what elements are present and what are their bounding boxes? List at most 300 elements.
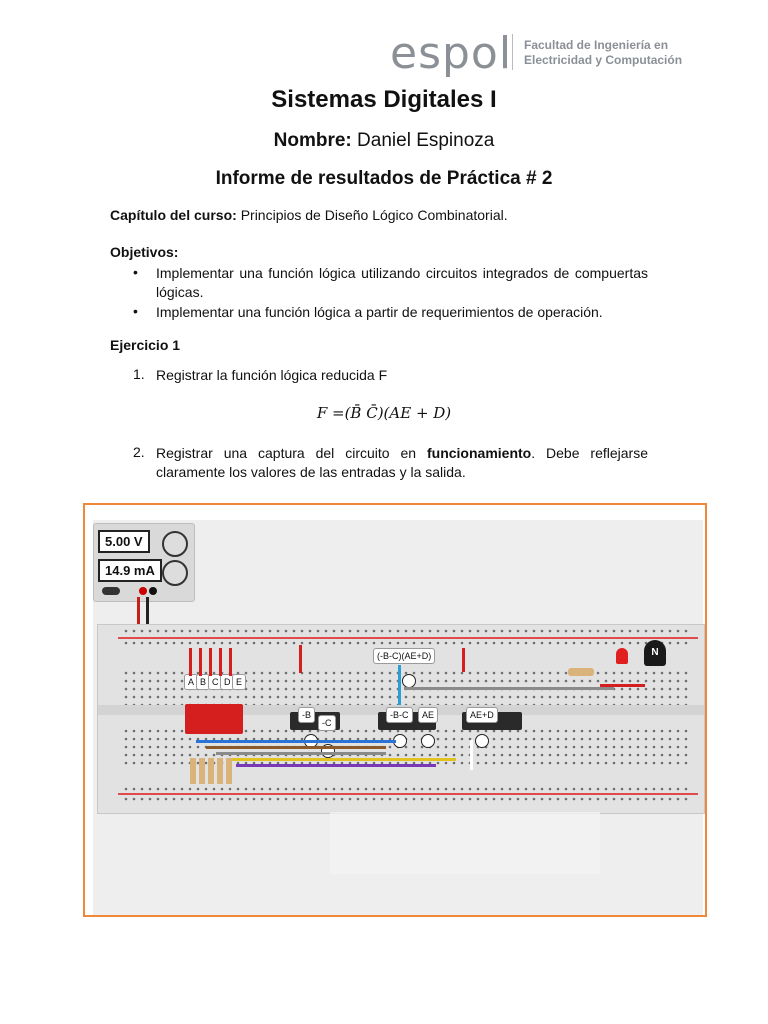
breadboard-hole bbox=[285, 630, 288, 633]
breadboard-hole bbox=[125, 688, 128, 691]
breadboard-hole bbox=[333, 788, 336, 791]
breadboard-hole bbox=[197, 746, 200, 749]
breadboard-hole bbox=[181, 672, 184, 675]
breadboard-hole bbox=[421, 730, 424, 733]
breadboard-hole bbox=[605, 762, 608, 765]
breadboard-hole bbox=[669, 754, 672, 757]
breadboard-hole bbox=[189, 746, 192, 749]
breadboard-hole bbox=[253, 788, 256, 791]
breadboard-hole bbox=[453, 696, 456, 699]
breadboard-hole bbox=[509, 798, 512, 801]
breadboard-hole bbox=[365, 672, 368, 675]
breadboard-hole bbox=[269, 642, 272, 645]
breadboard-hole bbox=[341, 788, 344, 791]
label-output: (-B-C)(AE+D) bbox=[373, 648, 435, 664]
breadboard-hole bbox=[557, 746, 560, 749]
breadboard-hole bbox=[445, 696, 448, 699]
breadboard-hole bbox=[237, 788, 240, 791]
breadboard-hole bbox=[621, 672, 624, 675]
breadboard-hole bbox=[445, 730, 448, 733]
breadboard-hole bbox=[277, 688, 280, 691]
negative-terminal-icon bbox=[149, 587, 157, 595]
breadboard-hole bbox=[397, 630, 400, 633]
breadboard-hole bbox=[261, 680, 264, 683]
breadboard-hole bbox=[269, 630, 272, 633]
breadboard-hole bbox=[213, 630, 216, 633]
breadboard-hole bbox=[589, 630, 592, 633]
breadboard-hole bbox=[309, 672, 312, 675]
breadboard-hole bbox=[293, 798, 296, 801]
breadboard-hole bbox=[581, 754, 584, 757]
breadboard-hole bbox=[293, 630, 296, 633]
breadboard-hole bbox=[581, 642, 584, 645]
breadboard-hole bbox=[381, 680, 384, 683]
breadboard-hole bbox=[629, 798, 632, 801]
breadboard-hole bbox=[461, 754, 464, 757]
label-not-b: -B bbox=[298, 707, 315, 723]
breadboard-hole bbox=[501, 672, 504, 675]
step2-text-a: Registrar una captura del circuito en bbox=[156, 445, 427, 461]
breadboard-hole bbox=[549, 696, 552, 699]
breadboard-hole bbox=[165, 680, 168, 683]
breadboard-hole bbox=[589, 730, 592, 733]
breadboard-hole bbox=[469, 642, 472, 645]
breadboard-hole bbox=[669, 738, 672, 741]
breadboard-hole bbox=[653, 672, 656, 675]
breadboard-hole bbox=[173, 680, 176, 683]
breadboard-hole bbox=[421, 696, 424, 699]
breadboard-hole bbox=[573, 754, 576, 757]
breadboard-hole bbox=[525, 642, 528, 645]
breadboard-hole bbox=[333, 630, 336, 633]
breadboard-hole bbox=[597, 680, 600, 683]
breadboard-hole bbox=[357, 680, 360, 683]
breadboard-hole bbox=[581, 798, 584, 801]
breadboard-hole bbox=[525, 738, 528, 741]
label-ae-d: AE+D bbox=[466, 707, 498, 723]
breadboard-hole bbox=[541, 746, 544, 749]
breadboard-hole bbox=[645, 746, 648, 749]
breadboard-hole bbox=[557, 730, 560, 733]
breadboard-hole bbox=[397, 798, 400, 801]
breadboard-hole bbox=[197, 630, 200, 633]
label-and-bc: -B-C bbox=[386, 707, 413, 723]
breadboard-hole bbox=[165, 762, 168, 765]
breadboard-hole bbox=[181, 788, 184, 791]
breadboard-hole bbox=[525, 730, 528, 733]
breadboard-hole bbox=[461, 730, 464, 733]
wire-red-led bbox=[600, 684, 645, 687]
voltage-display: 5.00 V bbox=[98, 530, 150, 553]
breadboard-hole bbox=[349, 696, 352, 699]
breadboard-hole bbox=[533, 746, 536, 749]
breadboard-hole bbox=[437, 696, 440, 699]
transistor-icon: N bbox=[644, 640, 666, 666]
breadboard-hole bbox=[613, 680, 616, 683]
breadboard-hole bbox=[469, 630, 472, 633]
breadboard-hole bbox=[653, 680, 656, 683]
breadboard-hole bbox=[213, 788, 216, 791]
report-subtitle: Informe de resultados de Práctica # 2 bbox=[215, 168, 553, 189]
breadboard-hole bbox=[525, 630, 528, 633]
breadboard-hole bbox=[621, 754, 624, 757]
breadboard-hole bbox=[445, 738, 448, 741]
breadboard-hole bbox=[133, 630, 136, 633]
breadboard-hole bbox=[645, 754, 648, 757]
breadboard-hole bbox=[493, 746, 496, 749]
breadboard-hole bbox=[357, 642, 360, 645]
breadboard-hole bbox=[405, 730, 408, 733]
breadboard-hole bbox=[141, 738, 144, 741]
breadboard-hole bbox=[293, 642, 296, 645]
breadboard-hole bbox=[373, 630, 376, 633]
breadboard-hole bbox=[429, 642, 432, 645]
breadboard-hole bbox=[589, 642, 592, 645]
breadboard-hole bbox=[349, 630, 352, 633]
breadboard-hole bbox=[357, 672, 360, 675]
breadboard-hole bbox=[485, 762, 488, 765]
breadboard-hole bbox=[613, 672, 616, 675]
breadboard-hole bbox=[373, 680, 376, 683]
breadboard-hole bbox=[373, 798, 376, 801]
breadboard-hole bbox=[173, 754, 176, 757]
breadboard-hole bbox=[125, 642, 128, 645]
breadboard-hole bbox=[605, 746, 608, 749]
breadboard-hole bbox=[581, 680, 584, 683]
breadboard-hole bbox=[165, 798, 168, 801]
led-icon bbox=[616, 648, 628, 664]
breadboard-hole bbox=[453, 738, 456, 741]
breadboard-hole bbox=[413, 738, 416, 741]
step2-text-b: . Debe reflejarse claramente los valores de las entradas y la salida. bbox=[156, 445, 648, 480]
breadboard-hole bbox=[317, 630, 320, 633]
breadboard-hole bbox=[581, 762, 584, 765]
breadboard-hole bbox=[133, 738, 136, 741]
breadboard-hole bbox=[253, 630, 256, 633]
switch-label-d: D bbox=[220, 674, 235, 690]
breadboard-hole bbox=[341, 630, 344, 633]
breadboard-hole bbox=[493, 642, 496, 645]
wire-red bbox=[299, 645, 302, 673]
bullet-icon: • bbox=[133, 264, 138, 280]
breadboard-hole bbox=[173, 738, 176, 741]
breadboard-hole bbox=[541, 630, 544, 633]
logo-divider bbox=[512, 34, 513, 70]
breadboard-hole bbox=[149, 672, 152, 675]
breadboard-hole bbox=[285, 680, 288, 683]
breadboard-hole bbox=[421, 798, 424, 801]
breadboard-hole bbox=[533, 642, 536, 645]
breadboard-hole bbox=[357, 788, 360, 791]
breadboard-hole bbox=[653, 762, 656, 765]
breadboard-hole bbox=[605, 672, 608, 675]
chapter-line bbox=[110, 206, 508, 225]
breadboard-hole bbox=[261, 630, 264, 633]
breadboard-hole bbox=[413, 630, 416, 633]
breadboard-hole bbox=[525, 696, 528, 699]
breadboard-hole bbox=[133, 798, 136, 801]
breadboard-hole bbox=[477, 642, 480, 645]
breadboard-hole bbox=[429, 672, 432, 675]
breadboard-hole bbox=[333, 642, 336, 645]
breadboard-hole bbox=[173, 798, 176, 801]
breadboard-hole bbox=[405, 788, 408, 791]
breadboard-hole bbox=[357, 798, 360, 801]
breadboard-hole bbox=[677, 762, 680, 765]
breadboard-hole bbox=[173, 642, 176, 645]
breadboard-hole bbox=[597, 696, 600, 699]
breadboard-hole bbox=[301, 642, 304, 645]
breadboard-hole bbox=[549, 672, 552, 675]
breadboard-hole bbox=[429, 730, 432, 733]
breadboard-hole bbox=[181, 762, 184, 765]
breadboard-hole bbox=[597, 788, 600, 791]
breadboard-hole bbox=[525, 672, 528, 675]
breadboard-hole bbox=[621, 696, 624, 699]
breadboard-hole bbox=[349, 688, 352, 691]
breadboard-hole bbox=[485, 680, 488, 683]
breadboard-hole bbox=[565, 798, 568, 801]
breadboard-hole bbox=[125, 696, 128, 699]
breadboard-hole bbox=[445, 762, 448, 765]
breadboard-hole bbox=[229, 642, 232, 645]
breadboard-hole bbox=[597, 738, 600, 741]
breadboard-hole bbox=[125, 762, 128, 765]
breadboard-hole bbox=[301, 730, 304, 733]
breadboard-hole bbox=[661, 788, 664, 791]
breadboard-hole bbox=[341, 680, 344, 683]
breadboard-hole bbox=[637, 696, 640, 699]
breadboard-hole bbox=[517, 630, 520, 633]
breadboard-hole bbox=[389, 798, 392, 801]
breadboard-hole bbox=[189, 642, 192, 645]
breadboard-hole bbox=[253, 672, 256, 675]
breadboard-hole bbox=[197, 754, 200, 757]
breadboard-hole bbox=[421, 630, 424, 633]
breadboard-hole bbox=[381, 696, 384, 699]
breadboard-hole bbox=[165, 672, 168, 675]
switch-label-e: E bbox=[232, 674, 246, 690]
breadboard-hole bbox=[389, 754, 392, 757]
breadboard-hole bbox=[565, 730, 568, 733]
breadboard-hole bbox=[613, 738, 616, 741]
breadboard-hole bbox=[157, 688, 160, 691]
breadboard-hole bbox=[685, 680, 688, 683]
breadboard-hole bbox=[469, 730, 472, 733]
logic-probe-icon bbox=[421, 734, 435, 748]
breadboard-hole bbox=[501, 754, 504, 757]
breadboard-hole bbox=[245, 642, 248, 645]
breadboard-hole bbox=[661, 672, 664, 675]
breadboard-hole bbox=[597, 730, 600, 733]
breadboard-hole bbox=[517, 762, 520, 765]
breadboard-hole bbox=[445, 746, 448, 749]
breadboard-hole bbox=[229, 696, 232, 699]
breadboard-hole bbox=[165, 630, 168, 633]
breadboard-hole bbox=[205, 754, 208, 757]
breadboard-hole bbox=[477, 788, 480, 791]
logic-probe-icon bbox=[402, 674, 416, 688]
breadboard-hole bbox=[541, 798, 544, 801]
breadboard-hole bbox=[333, 688, 336, 691]
breadboard-hole bbox=[613, 762, 616, 765]
breadboard-hole bbox=[173, 696, 176, 699]
breadboard-hole bbox=[517, 798, 520, 801]
breadboard-hole bbox=[301, 696, 304, 699]
breadboard-hole bbox=[533, 730, 536, 733]
breadboard-hole bbox=[573, 696, 576, 699]
breadboard-hole bbox=[517, 642, 520, 645]
breadboard-hole bbox=[437, 788, 440, 791]
breadboard-hole bbox=[285, 730, 288, 733]
breadboard-hole bbox=[549, 746, 552, 749]
breadboard-hole bbox=[141, 762, 144, 765]
breadboard-hole bbox=[157, 730, 160, 733]
breadboard-hole bbox=[597, 762, 600, 765]
breadboard-hole bbox=[325, 798, 328, 801]
breadboard-hole bbox=[349, 788, 352, 791]
breadboard-hole bbox=[413, 672, 416, 675]
breadboard-hole bbox=[509, 788, 512, 791]
breadboard-hole bbox=[605, 696, 608, 699]
breadboard-hole bbox=[365, 680, 368, 683]
breadboard-hole bbox=[485, 788, 488, 791]
breadboard-hole bbox=[317, 788, 320, 791]
breadboard-hole bbox=[149, 762, 152, 765]
breadboard-hole bbox=[413, 642, 416, 645]
breadboard-hole bbox=[349, 672, 352, 675]
breadboard-hole bbox=[493, 762, 496, 765]
breadboard-hole bbox=[205, 642, 208, 645]
breadboard-hole bbox=[677, 672, 680, 675]
dip-switch[interactable] bbox=[185, 704, 243, 734]
breadboard-hole bbox=[157, 680, 160, 683]
breadboard-hole bbox=[453, 672, 456, 675]
breadboard-hole bbox=[525, 754, 528, 757]
breadboard-hole bbox=[637, 730, 640, 733]
breadboard-hole bbox=[389, 642, 392, 645]
breadboard-hole bbox=[621, 730, 624, 733]
breadboard-hole bbox=[549, 642, 552, 645]
breadboard-hole bbox=[461, 642, 464, 645]
step-number: 1. bbox=[133, 366, 145, 382]
breadboard-hole bbox=[269, 798, 272, 801]
breadboard-hole bbox=[573, 680, 576, 683]
breadboard-hole bbox=[205, 798, 208, 801]
breadboard-hole bbox=[357, 696, 360, 699]
breadboard-hole bbox=[165, 642, 168, 645]
breadboard-hole bbox=[653, 696, 656, 699]
breadboard-hole bbox=[389, 746, 392, 749]
breadboard-hole bbox=[269, 688, 272, 691]
breadboard-hole bbox=[613, 642, 616, 645]
breadboard-hole bbox=[493, 672, 496, 675]
breadboard-hole bbox=[357, 730, 360, 733]
breadboard-hole bbox=[173, 746, 176, 749]
breadboard-hole bbox=[165, 696, 168, 699]
breadboard-hole bbox=[349, 798, 352, 801]
breadboard-hole bbox=[205, 630, 208, 633]
breadboard-hole bbox=[253, 696, 256, 699]
breadboard-hole bbox=[437, 798, 440, 801]
breadboard-hole bbox=[661, 798, 664, 801]
breadboard-hole bbox=[661, 680, 664, 683]
breadboard-hole bbox=[149, 788, 152, 791]
breadboard-hole bbox=[365, 688, 368, 691]
breadboard-hole bbox=[245, 788, 248, 791]
breadboard-hole bbox=[469, 696, 472, 699]
breadboard-hole bbox=[181, 688, 184, 691]
breadboard-hole bbox=[285, 672, 288, 675]
breadboard-hole bbox=[373, 696, 376, 699]
breadboard-hole bbox=[133, 746, 136, 749]
breadboard-hole bbox=[325, 630, 328, 633]
breadboard-hole bbox=[229, 630, 232, 633]
breadboard-hole bbox=[149, 730, 152, 733]
wire-red bbox=[209, 648, 212, 676]
breadboard-hole bbox=[669, 788, 672, 791]
breadboard-hole bbox=[189, 630, 192, 633]
label-not-c: -C bbox=[318, 715, 336, 731]
breadboard-hole bbox=[149, 746, 152, 749]
breadboard-hole bbox=[621, 788, 624, 791]
breadboard-hole bbox=[133, 788, 136, 791]
breadboard-hole bbox=[669, 696, 672, 699]
breadboard-hole bbox=[581, 788, 584, 791]
breadboard-hole bbox=[341, 642, 344, 645]
breadboard-hole bbox=[245, 696, 248, 699]
breadboard-hole bbox=[509, 754, 512, 757]
breadboard-hole bbox=[549, 730, 552, 733]
breadboard-hole bbox=[149, 688, 152, 691]
breadboard-hole bbox=[413, 746, 416, 749]
breadboard-hole bbox=[149, 642, 152, 645]
breadboard-hole bbox=[213, 798, 216, 801]
breadboard-hole bbox=[685, 730, 688, 733]
breadboard-hole bbox=[565, 762, 568, 765]
breadboard-hole bbox=[301, 688, 304, 691]
breadboard-hole bbox=[269, 730, 272, 733]
breadboard-hole bbox=[493, 730, 496, 733]
breadboard-hole bbox=[293, 688, 296, 691]
breadboard-hole bbox=[125, 672, 128, 675]
breadboard-hole bbox=[437, 762, 440, 765]
breadboard-hole bbox=[605, 642, 608, 645]
breadboard-hole bbox=[605, 754, 608, 757]
breadboard-hole bbox=[189, 788, 192, 791]
breadboard-hole bbox=[141, 788, 144, 791]
breadboard-hole bbox=[525, 762, 528, 765]
espol-logo: espol bbox=[390, 28, 513, 79]
chapter-label: Capítulo del curso: bbox=[110, 207, 237, 223]
breadboard-hole bbox=[253, 680, 256, 683]
breadboard-hole bbox=[541, 788, 544, 791]
breadboard-hole bbox=[605, 630, 608, 633]
breadboard-hole bbox=[685, 798, 688, 801]
objective-item: Implementar una función lógica a partir de requerimientos de operación. bbox=[156, 304, 603, 320]
breadboard-hole bbox=[445, 672, 448, 675]
breadboard-hole bbox=[237, 642, 240, 645]
breadboard-hole bbox=[613, 730, 616, 733]
breadboard-hole bbox=[253, 642, 256, 645]
breadboard-hole bbox=[373, 642, 376, 645]
breadboard-hole bbox=[653, 788, 656, 791]
breadboard-hole bbox=[405, 696, 408, 699]
breadboard-hole bbox=[621, 642, 624, 645]
breadboard-hole bbox=[597, 754, 600, 757]
breadboard-hole bbox=[293, 730, 296, 733]
breadboard-hole bbox=[173, 762, 176, 765]
